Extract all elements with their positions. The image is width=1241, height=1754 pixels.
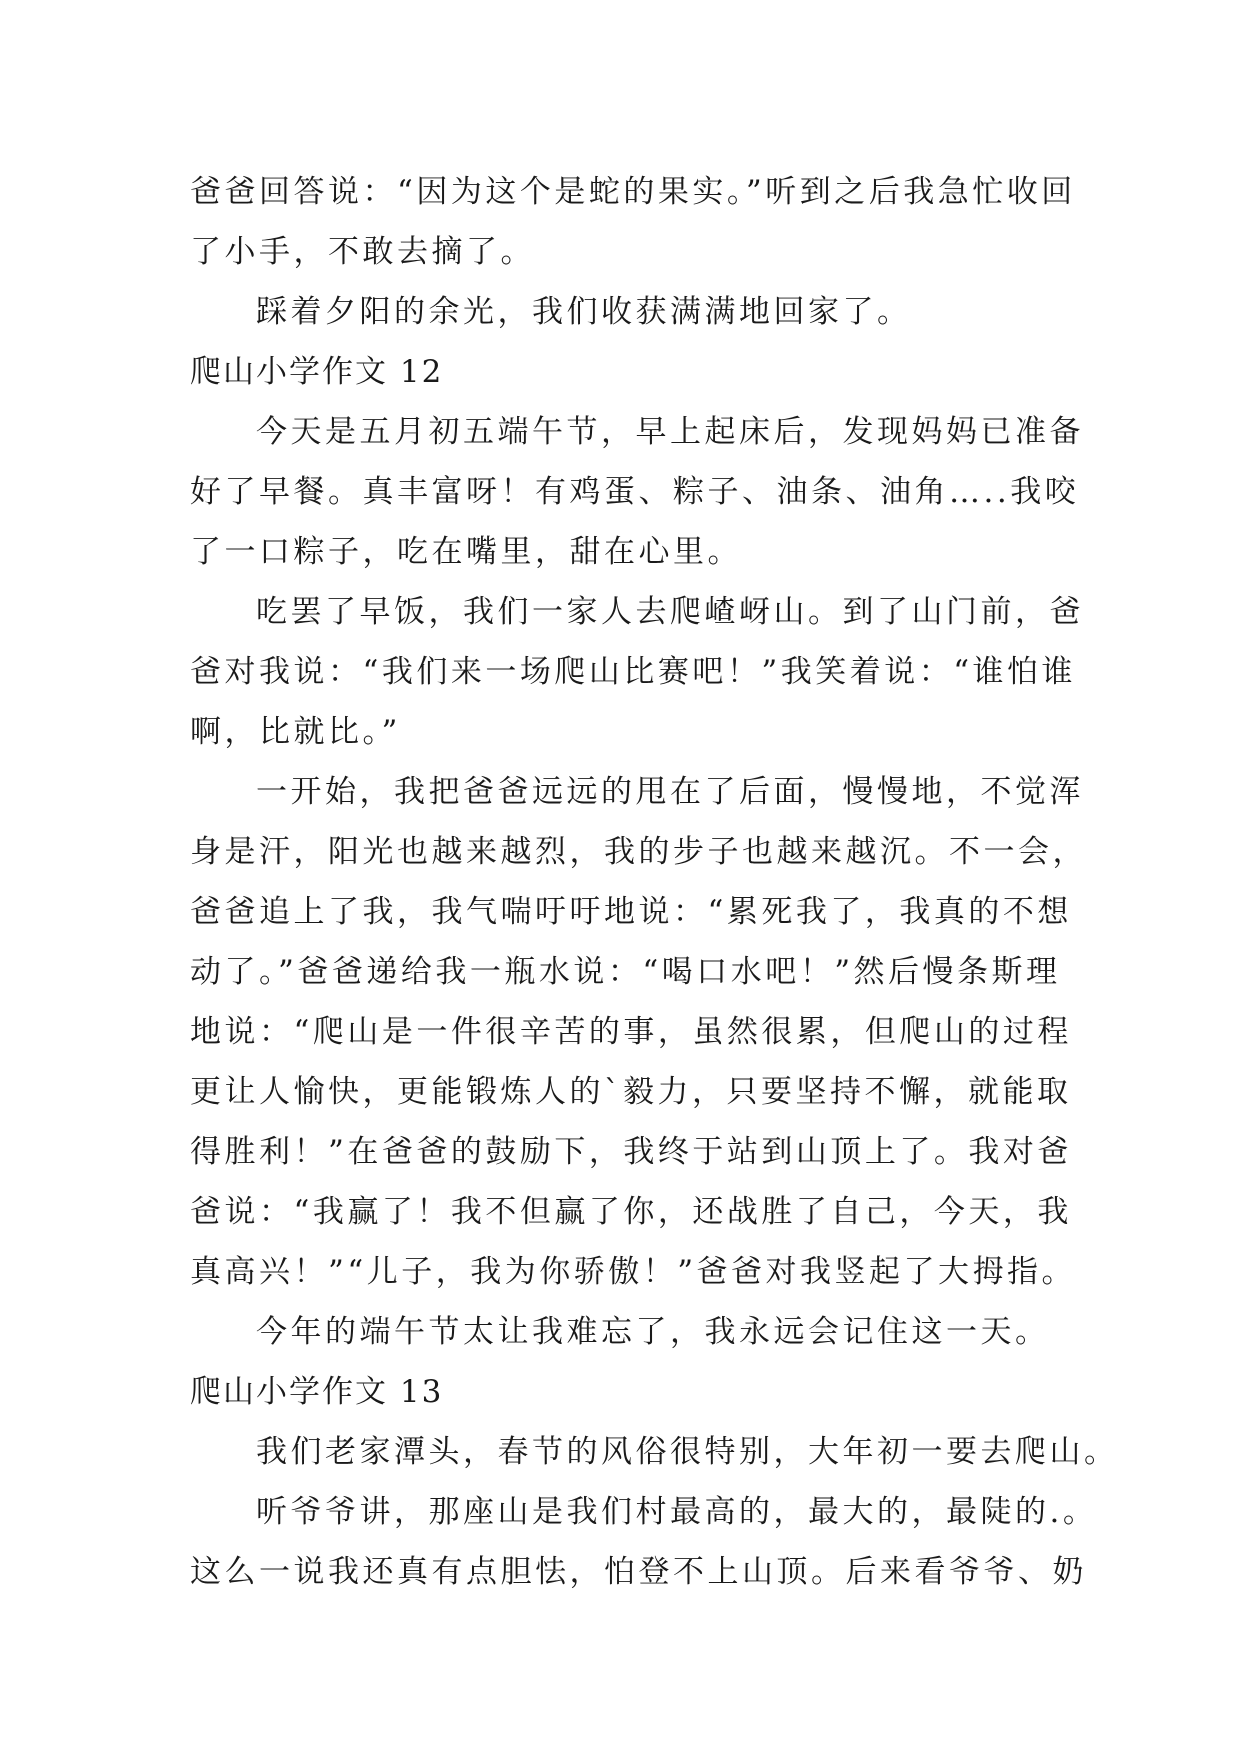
body-line: 了小手，不敢去摘了。 [190,234,535,270]
body-line: 爸爸回答说：“因为这个是蛇的果实。”听到之后我急忙收回 [190,174,1076,210]
body-line: 啊，比就比。” [190,714,401,750]
body-line: 真高兴！”“儿子，我为你骄傲！”爸爸对我竖起了大拇指。 [190,1254,1077,1290]
paragraph-first-line: 听爷爷讲，那座山是我们村最高的，最大的，最陡的.。 [256,1494,1098,1530]
body-line: 得胜利！”在爸爸的鼓励下，我终于站到山顶上了。我对爸 [190,1134,1072,1170]
body-line: 地说：“爬山是一件很辛苦的事，虽然很累，但爬山的过程 [190,1014,1072,1050]
paragraph-first-line: 今年的端午节太让我难忘了，我永远会记住这一天。 [256,1314,1050,1350]
paragraph-first-line: 我们老家潭头，春节的风俗很特别，大年初一要去爬山。 [256,1434,1119,1470]
body-line: 这么一说我还真有点胆怯，怕登不上山顶。后来看爷爷、奶 [190,1554,1087,1590]
body-line: 身是汗，阳光也越来越烈，我的步子也越来越沉。不一会， [190,834,1087,870]
paragraph-first-line: 吃罢了早饭，我们一家人去爬嵖岈山。到了山门前，爸 [256,594,1084,630]
body-line: 动了。”爸爸递给我一瓶水说：“喝口水吧！”然后慢条斯理 [190,954,1061,990]
body-line: 爸说：“我赢了！我不但赢了你，还战胜了自己，今天，我 [190,1194,1072,1230]
section-heading: 爬山小学作文 13 [190,1374,444,1410]
document-body [190,162,1119,1602]
body-line: 爸对我说：“我们来一场爬山比赛吧！”我笑着说：“谁怕谁 [190,654,1077,690]
paragraph-first-line: 今天是五月初五端午节，早上起床后，发现妈妈已准备 [256,414,1084,450]
body-line: 了一口粽子，吃在嘴里，甜在心里。 [190,534,742,570]
body-line: 好了早餐。真丰富呀！有鸡蛋、粽子、油条、油角…..我咬 [190,474,1080,510]
paragraph-first-line: 踩着夕阳的余光，我们收获满满地回家了。 [256,294,912,330]
body-line: 更让人愉快，更能锻炼人的`毅力，只要坚持不懈，就能取 [190,1074,1072,1110]
paragraph-first-line: 一开始，我把爸爸远远的甩在了后面，慢慢地，不觉浑 [256,774,1084,810]
body-line: 爸爸追上了我，我气喘吁吁地说：“累死我了，我真的不想 [190,894,1072,930]
section-heading: 爬山小学作文 12 [190,354,444,390]
